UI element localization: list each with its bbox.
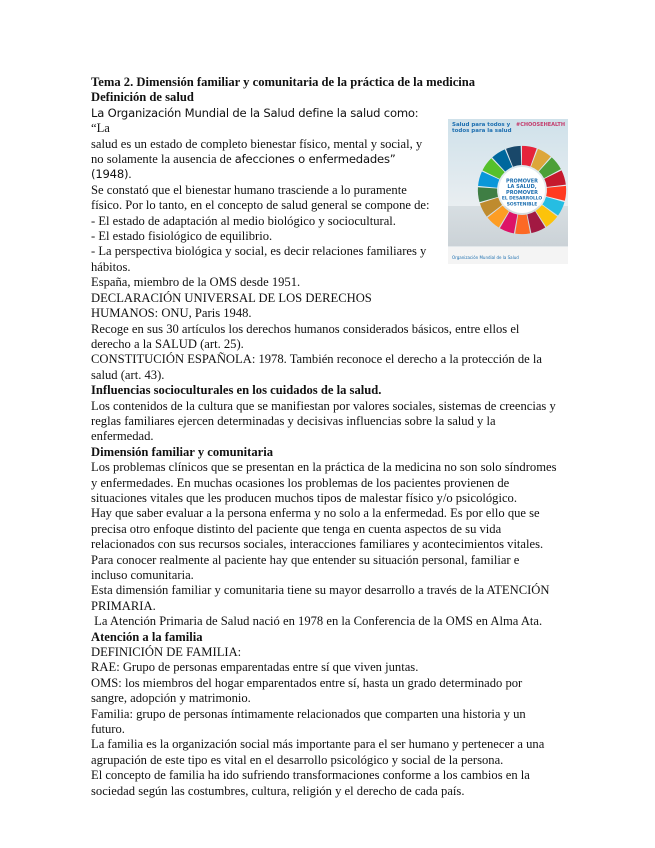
wheel-center-line-2: LA SALUD, <box>507 184 537 191</box>
text-span: : “La <box>91 105 419 136</box>
paragraph: Recoge en sus 30 artículos los derechos humanos considerados básicos, entre ellos el derecho a la SALUD (art. 25). <box>91 321 520 351</box>
paragraph: Hay que saber evaluar a la persona enferma y no solo a la enfermedad. Es por ello que se precisa otro enfoque distinto del paciente que tenga en cuenta aspectos de su vida relacionados con sus recursos sociales, interacciones familiares y acontecimientos vitales. <box>91 506 544 552</box>
text-line: HUMANOS: ONU, Paris 1948. <box>91 306 252 321</box>
wheel-center-line-1: PROMOVER <box>506 178 538 185</box>
paragraph: Los problemas clínicos que se presentan en la práctica de la medicina no son solo síndromes y enfermedades. En muchas ocasiones los problemas de los pacientes provienen de situaciones vitales que les producen muchos tipos de malestar físico y/o psicológico. <box>91 460 557 505</box>
text-line: - La perspectiva biológica y social, es decir relaciones familiares y <box>91 244 427 259</box>
poster-top-left-text: Salud para todos y todos para la salud <box>452 122 512 134</box>
paragraph: DEFINICIÓN DE FAMILIA: <box>91 645 242 660</box>
handwritten-text: afecciones o enfermedades” (1948) <box>91 152 396 182</box>
text-line: - El estado de adaptación al medio biológico y sociocultural. <box>91 213 396 228</box>
text-line: Se constató que el bienestar humano trasciende a lo puramente <box>91 182 407 197</box>
handwritten-text: La Organización Mundial de la Salud define la salud como <box>91 105 415 120</box>
paragraph: Para conocer realmente al paciente hay que entender su situación personal, familiar e incluso comunitaria. <box>91 552 520 582</box>
wrapped-text-block <box>91 106 436 322</box>
paragraph: La Atención Primaria de Salud nació en 1978 en la Conferencia de la OMS en Alma Ata. <box>91 614 543 629</box>
text-line: DECLARACIÓN UNIVERSAL DE LOS DERECHOS <box>91 290 372 305</box>
text-line <box>91 106 436 137</box>
paragraph: Familia: grupo de personas íntimamente relacionados que comparten una historia y un futuro. <box>91 706 526 737</box>
text-span: . <box>128 167 132 182</box>
paragraph: OMS: los miembros del hogar emparentados entre sí, hasta un grado determinado por sangre, adopción y matrimonio. <box>91 675 523 706</box>
text-line: hábitos. <box>91 259 131 274</box>
wheel-center-line-5: SOSTENIBLE <box>506 202 538 208</box>
paragraph: Los contenidos de la cultura que se manifiestan por valores sociales, sistemas de creencias y reglas familiares ejercen determinadas y decisivas influencias sobre la salud y la enfermedad. <box>91 398 556 444</box>
paragraph: CONSTITUCIÓN ESPAÑOLA: 1978. También reconoce el derecho a la protección de la salud (art. 43). <box>91 352 542 382</box>
wheel-center-line-4: EL DESARROLLO <box>501 196 543 202</box>
poster-org-name: Organización Mundial de la Salud <box>452 254 519 260</box>
paragraph: RAE: Grupo de personas emparentadas entre sí que viven juntas. <box>91 660 419 675</box>
poster-hashtag: #CHOOSEHEALTH <box>516 122 565 128</box>
text-line: España, miembro de la OMS desde 1951. <box>91 275 301 290</box>
section-heading-influencias: Influencias socioculturales en los cuidados de la salud. <box>91 383 382 398</box>
paragraph: El concepto de familia ha ido sufriendo transformaciones conforme a los cambios en la sociedad según las costumbres, cultura, religión y el derecho de cada país. <box>91 768 530 798</box>
text-span: no solamente la ausencia de <box>91 152 235 167</box>
text-line: salud es un estado de completo bienestar físico, mental y social, y <box>91 136 423 151</box>
wheel-center-line-3: PROMOVER <box>506 189 538 196</box>
document-text-column <box>91 75 557 799</box>
paragraph: Esta dimensión familiar y comunitaria tiene su mayor desarrollo a través de la ATENCIÓN PRIMARIA. <box>91 583 550 613</box>
text-line: - El estado fisiológico de equilibrio. <box>91 229 273 244</box>
text-line <box>91 152 436 183</box>
text-line: físico. Por lo tanto, en el concepto de salud general se compone de: <box>91 198 430 213</box>
document-title: Tema 2. Dimensión familiar y comunitaria de la práctica de la medicina <box>91 75 476 89</box>
section-heading-atencion: Atención a la familia <box>91 629 203 644</box>
paragraph: La familia es la organización social más importante para el ser humano y pertenecer a una agrupación de este tipo es vital en el desarrollo psicológico y social de la persona. <box>91 737 545 767</box>
section-heading-dimension: Dimensión familiar y comunitaria <box>91 444 274 459</box>
section-heading-definicion: Definición de salud <box>91 90 194 105</box>
